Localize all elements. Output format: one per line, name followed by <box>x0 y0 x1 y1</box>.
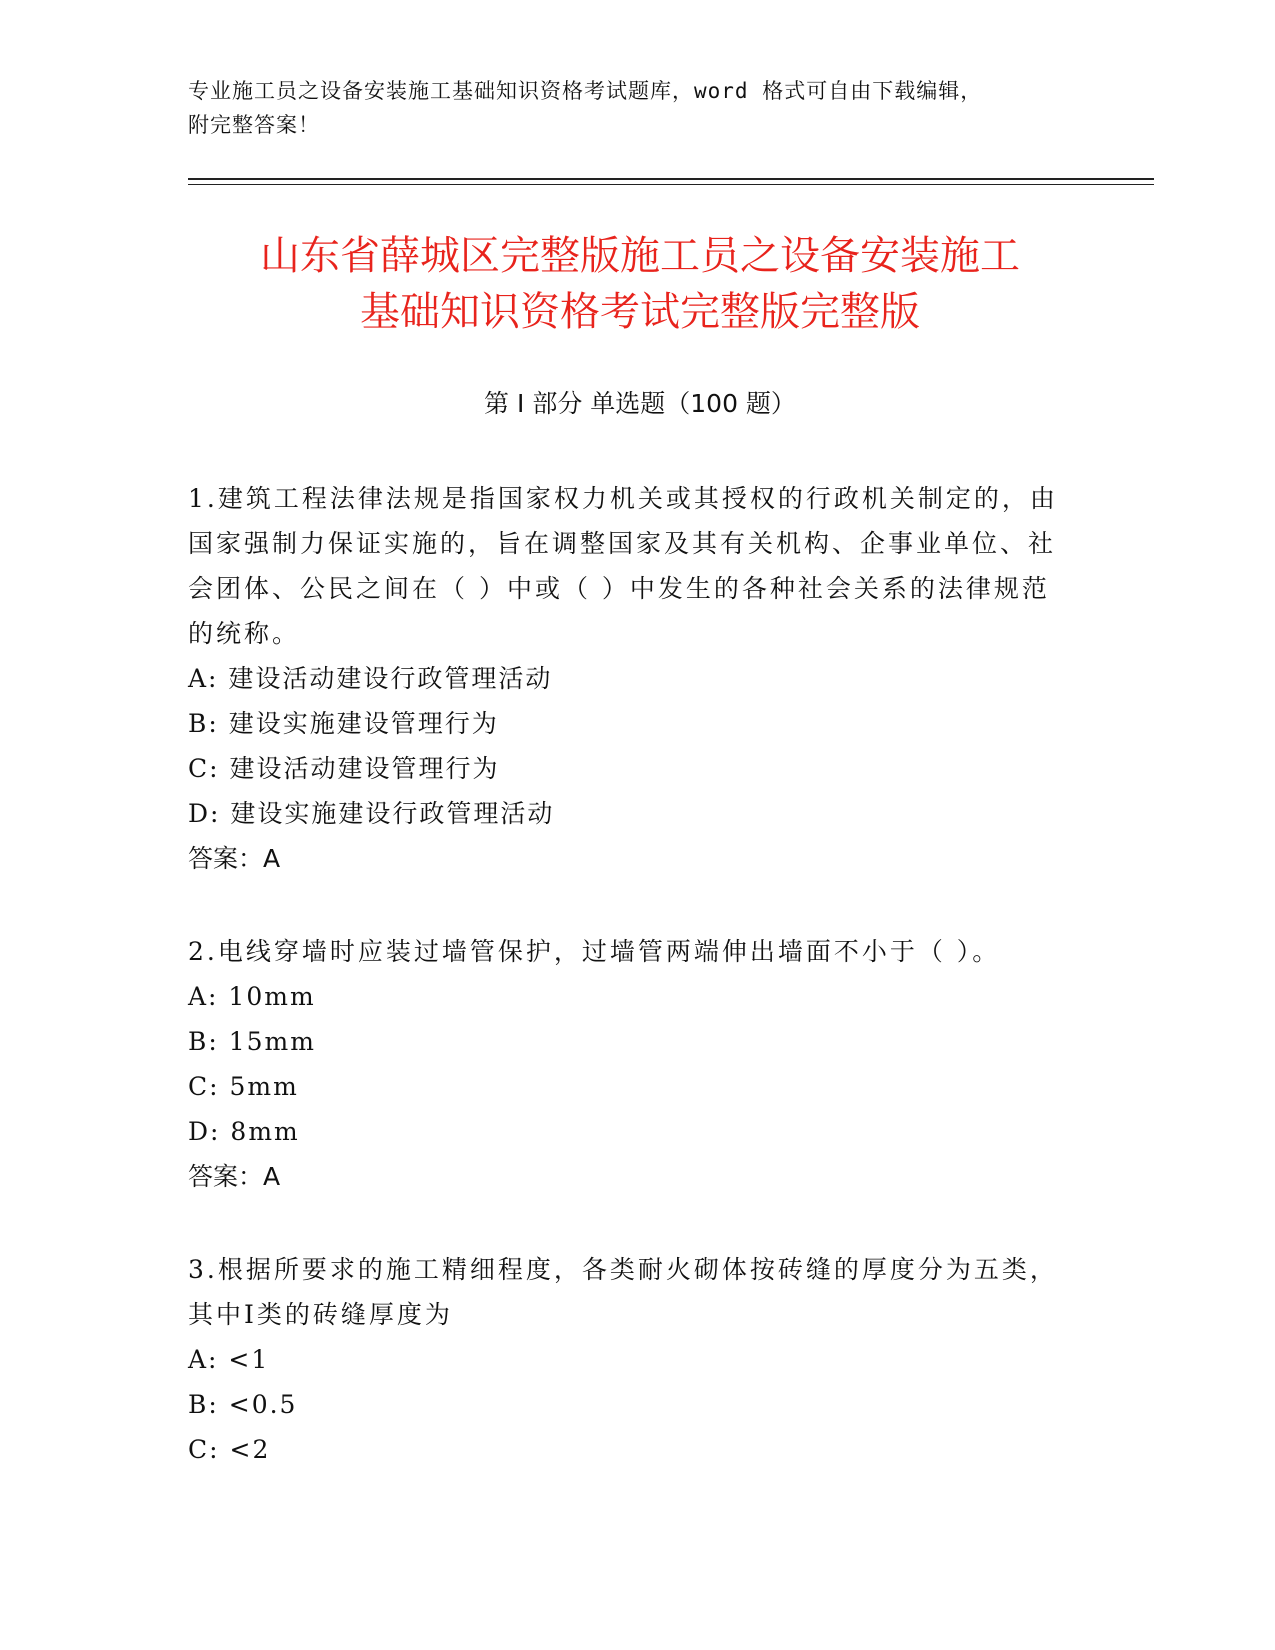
answer: 答案：A <box>188 1162 281 1191</box>
header-note-line: 附完整答案！ <box>188 113 320 137</box>
document-title-line: 山东省薛城区完整版施工员之设备安装施工 <box>260 233 1020 279</box>
document-title <box>160 228 1120 340</box>
option-b: B: 15mm <box>188 1027 316 1056</box>
option-d: D: 建设实施建设行政管理活动 <box>188 799 555 828</box>
option-c: C: 5mm <box>188 1072 299 1101</box>
question-stem: 3.根据所要求的施工精细程度，各类耐火砌体按砖缝的厚度分为五类，其中Ⅰ类的砖缝厚度为 <box>188 1255 1058 1329</box>
document-title-line: 基础知识资格考试完整版完整版 <box>360 289 920 335</box>
question-stem: 1.建筑工程法律法规是指国家权力机关或其授权的行政机关制定的，由国家强制力保证实施的，旨在调整国家及其有关机构、企事业单位、社会团体、公民之间在（ ）中或（ ）中发生的各种社会关系的法律规范的统称。 <box>188 484 1058 648</box>
section-title: 第 I 部分 单选题（100 题） <box>484 389 796 418</box>
option-c: C: <2 <box>188 1435 271 1464</box>
option-c: C: 建设活动建设管理行为 <box>188 754 500 783</box>
header-note-line: 专业施工员之设备安装施工基础知识资格考试题库，word 格式可自由下载编辑， <box>188 79 983 103</box>
option-d: D: 8mm <box>188 1117 300 1146</box>
question-3 <box>188 1247 1068 1472</box>
header-divider <box>188 178 1154 180</box>
question-2 <box>188 929 1068 1199</box>
header-divider-thin <box>188 184 1154 185</box>
header-note <box>188 74 1068 142</box>
option-a: A: 10mm <box>188 982 316 1011</box>
option-b: B: <0.5 <box>188 1390 298 1419</box>
answer: 答案：A <box>188 844 281 873</box>
question-1 <box>188 476 1068 881</box>
question-list <box>188 476 1068 1520</box>
option-b: B: 建设实施建设管理行为 <box>188 709 499 738</box>
option-a: A: 建设活动建设行政管理活动 <box>188 664 553 693</box>
question-stem: 2.电线穿墙时应装过墙管保护，过墙管两端伸出墙面不小于（ ）。 <box>188 937 1001 966</box>
option-a: A: <1 <box>188 1345 270 1374</box>
